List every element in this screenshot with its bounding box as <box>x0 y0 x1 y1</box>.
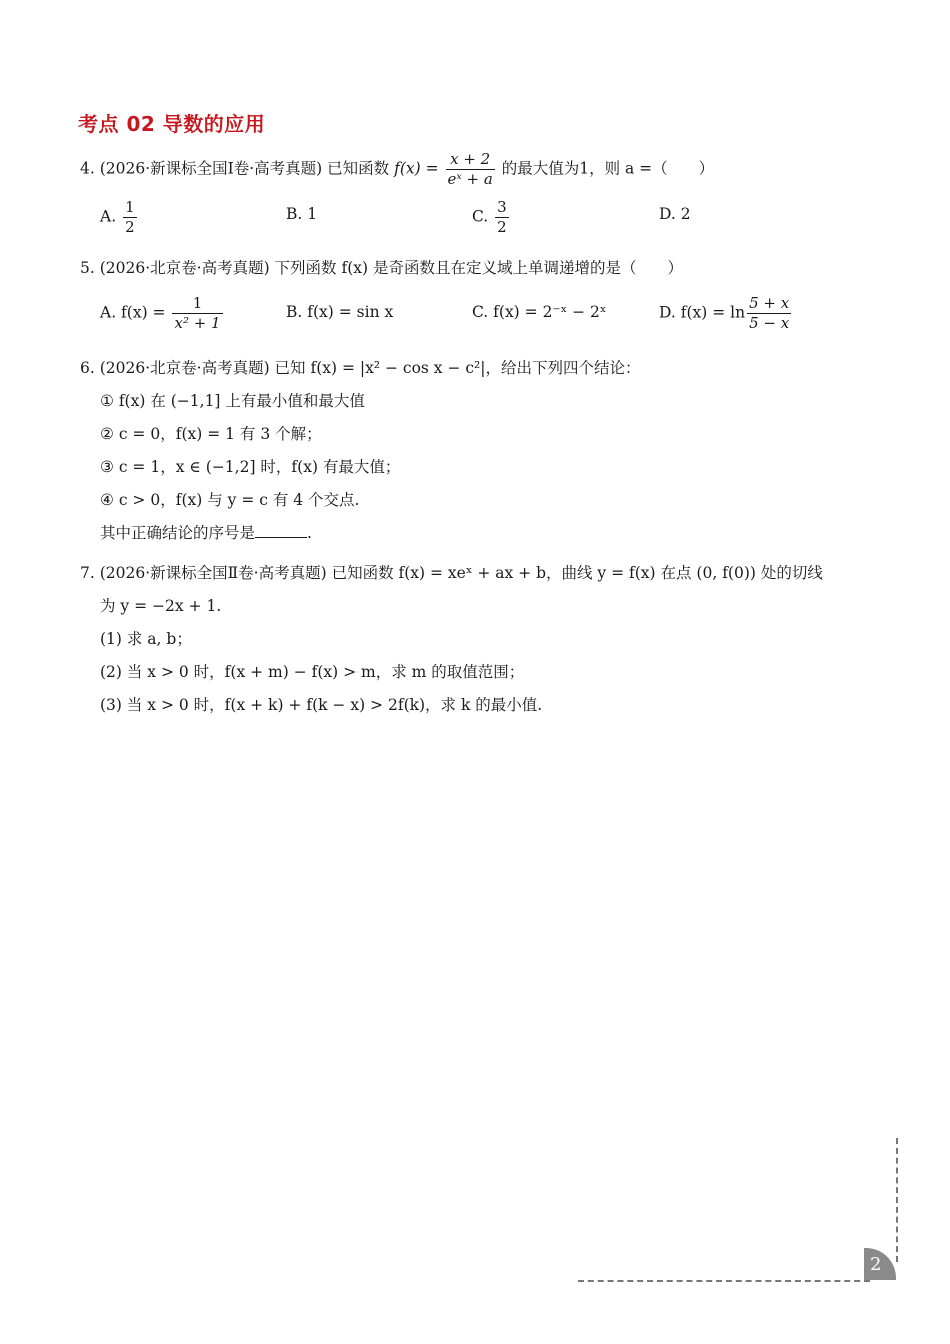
q6-question-end: . <box>307 524 312 542</box>
q4-option-a-fraction <box>123 198 137 237</box>
q4-option-a[interactable] <box>100 198 139 237</box>
q4-prefix: 4. (2026·新课标全国Ⅰ卷·高考真题) 已知函数 <box>80 159 395 178</box>
q4-function: f(x) = <box>394 159 439 178</box>
q4-frac-denominator: eˣ + a <box>447 170 493 188</box>
q4-fraction <box>446 150 495 189</box>
answer-blank[interactable] <box>255 523 307 538</box>
q6-statement-4: ④ c > 0，f(x) 与 y = c 有 4 个交点. <box>100 491 360 509</box>
q4-option-a-label: A. <box>100 207 117 226</box>
q6-question-text: 其中正确结论的序号是 <box>100 524 256 542</box>
q5-option-a[interactable] <box>100 294 225 333</box>
page-number: 2 <box>870 1254 882 1275</box>
q5-option-d-num: 5 + x <box>749 294 790 312</box>
q5-option-a-num: 1 <box>172 294 222 314</box>
q5-option-a-fraction <box>172 294 222 333</box>
footer-dashed-vertical-line <box>896 1138 898 1262</box>
q7-part-2: (2) 当 x > 0 时，f(x + m) − f(x) > m，求 m 的取值范围； <box>100 663 525 681</box>
q4-option-c[interactable] <box>472 198 511 237</box>
q6-question <box>100 523 312 543</box>
question-7-stem-line-2: 为 y = −2x + 1. <box>100 597 222 615</box>
q7-part-3: (3) 当 x > 0 时，f(x + k) + f(k − x) > 2f(k)，求 k 的最小值. <box>100 696 543 714</box>
q4-option-a-num: 1 <box>125 198 135 216</box>
q7-part-1: (1) 求 a, b； <box>100 630 192 648</box>
question-6-stem: 6. (2026·北京卷·高考真题) 已知 f(x) = |x² − cos x − c²|，给出下列四个结论： <box>80 359 641 377</box>
q6-statement-1: ① f(x) 在 (−1,1] 上有最小值和最大值 <box>100 392 365 410</box>
q6-statement-3: ③ c = 1，x ∈ (−1,2] 时，f(x) 有最大值； <box>100 458 401 476</box>
q4-option-d[interactable]: D. 2 <box>659 205 691 223</box>
q5-option-a-label: A. f(x) = <box>100 303 166 322</box>
q4-frac-numerator: x + 2 <box>446 150 495 170</box>
q4-option-a-den: 2 <box>125 218 135 236</box>
q4-option-c-num: 3 <box>497 198 507 216</box>
q5-option-d[interactable] <box>659 294 793 333</box>
q6-statement-2: ② c = 0，f(x) = 1 有 3 个解； <box>100 425 322 443</box>
q4-suffix: 的最大值为1，则 a =（ ） <box>496 159 715 178</box>
question-5-stem: 5. (2026·北京卷·高考真题) 下列函数 f(x) 是奇函数且在定义域上单调递增的是（ ） <box>80 259 683 277</box>
q5-option-d-den: 5 − x <box>749 314 790 332</box>
q5-option-a-den: x² + 1 <box>174 314 221 332</box>
q4-option-c-label: C. <box>472 207 489 226</box>
q5-option-b[interactable]: B. f(x) = sin x <box>286 303 394 321</box>
question-4-stem <box>80 150 714 189</box>
question-7-stem-line-1: 7. (2026·新课标全国Ⅱ卷·高考真题) 已知函数 f(x) = xeˣ + ax + b，曲线 y = f(x) 在点 (0, f(0)) 处的切线 <box>80 564 823 582</box>
footer-dashed-horizontal-line <box>578 1280 870 1282</box>
q4-option-c-fraction <box>495 198 509 237</box>
q4-option-b[interactable]: B. 1 <box>286 205 318 223</box>
q5-option-c[interactable]: C. f(x) = 2⁻ˣ − 2ˣ <box>472 303 607 321</box>
section-title: 考点 02 导数的应用 <box>78 112 266 136</box>
q5-option-d-fraction <box>747 294 791 333</box>
q4-option-c-den: 2 <box>497 218 507 236</box>
q5-option-d-label: D. f(x) = ln <box>659 303 746 322</box>
